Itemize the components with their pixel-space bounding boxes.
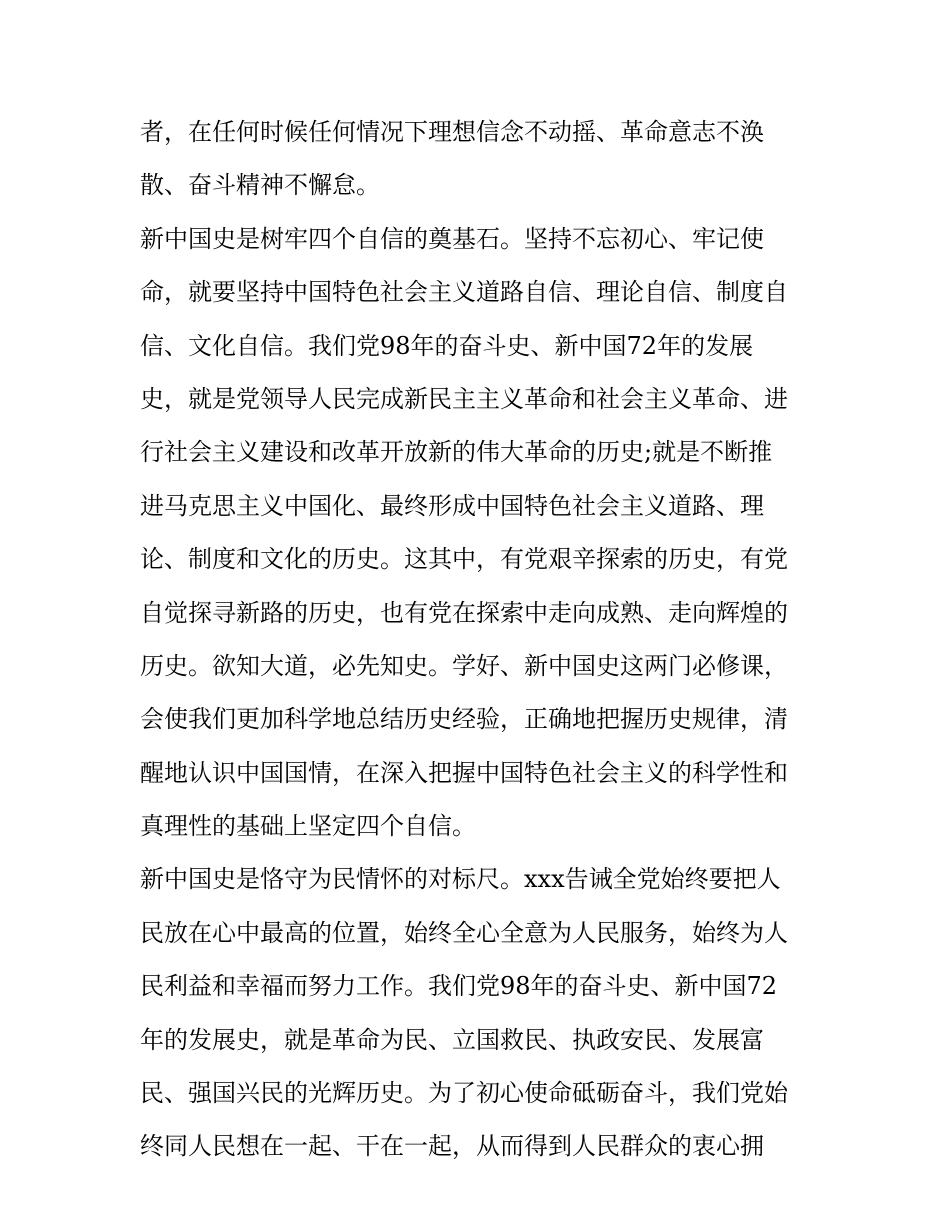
text-line: 者，在任何时候任何情况下理想信念不动摇、革命意志不涣	[140, 118, 764, 146]
text-line: 散、奋斗精神不懈怠。	[140, 171, 380, 200]
text-line: 命，就要坚持中国特色社会主义道路自信、理论自信、制度自	[140, 278, 788, 307]
text-line: 自觉探寻新路的历史，也有党在探索中走向成熟、走向辉煌的	[140, 598, 788, 627]
text-line: 终同人民想在一起、干在一起，从而得到人民群众的衷心拥	[140, 1132, 764, 1161]
text-line: 信、文化自信。我们党98年的奋斗史、新中国72年的发展	[140, 331, 754, 360]
text-line: 民、强国兴民的光辉历史。为了初心使命砥砺奋斗，我们党始	[140, 1079, 788, 1108]
text-line: 史，就是党领导人民完成新民主主义革命和社会主义革命、进	[140, 384, 788, 413]
text-line: 民利益和幸福而努力工作。我们党98年的奋斗史、新中国72	[140, 972, 778, 1001]
text-line: 醒地认识中国国情，在深入把握中国特色社会主义的科学性和	[140, 758, 788, 787]
text-line: 论、制度和文化的历史。这其中，有党艰辛探索的历史，有党	[140, 545, 788, 574]
text-line: 新中国史是树牢四个自信的奠基石。坚持不忘初心、牢记使	[140, 224, 764, 253]
text-line: 民放在心中最高的位置，始终全心全意为人民服务，始终为人	[140, 918, 788, 947]
text-line: 行社会主义建设和改革开放新的伟大革命的历史;就是不断推	[140, 438, 773, 467]
text-line: 年的发展史，就是革命为民、立国救民、执政安民、发展富	[140, 1025, 764, 1054]
text-line: 新中国史是恪守为民情怀的对标尺。xxx告诫全党始终要把人	[140, 865, 781, 894]
text-line: 进马克思主义中国化、最终形成中国特色社会主义道路、理	[140, 491, 764, 520]
text-line: 历史。欲知大道，必先知史。学好、新中国史这两门必修课，	[140, 651, 788, 680]
document-body	[140, 106, 820, 1174]
text-line: 真理性的基础上坚定四个自信。	[140, 812, 476, 841]
text-line: 会使我们更加科学地总结历史经验，正确地把握历史规律，清	[140, 705, 788, 734]
